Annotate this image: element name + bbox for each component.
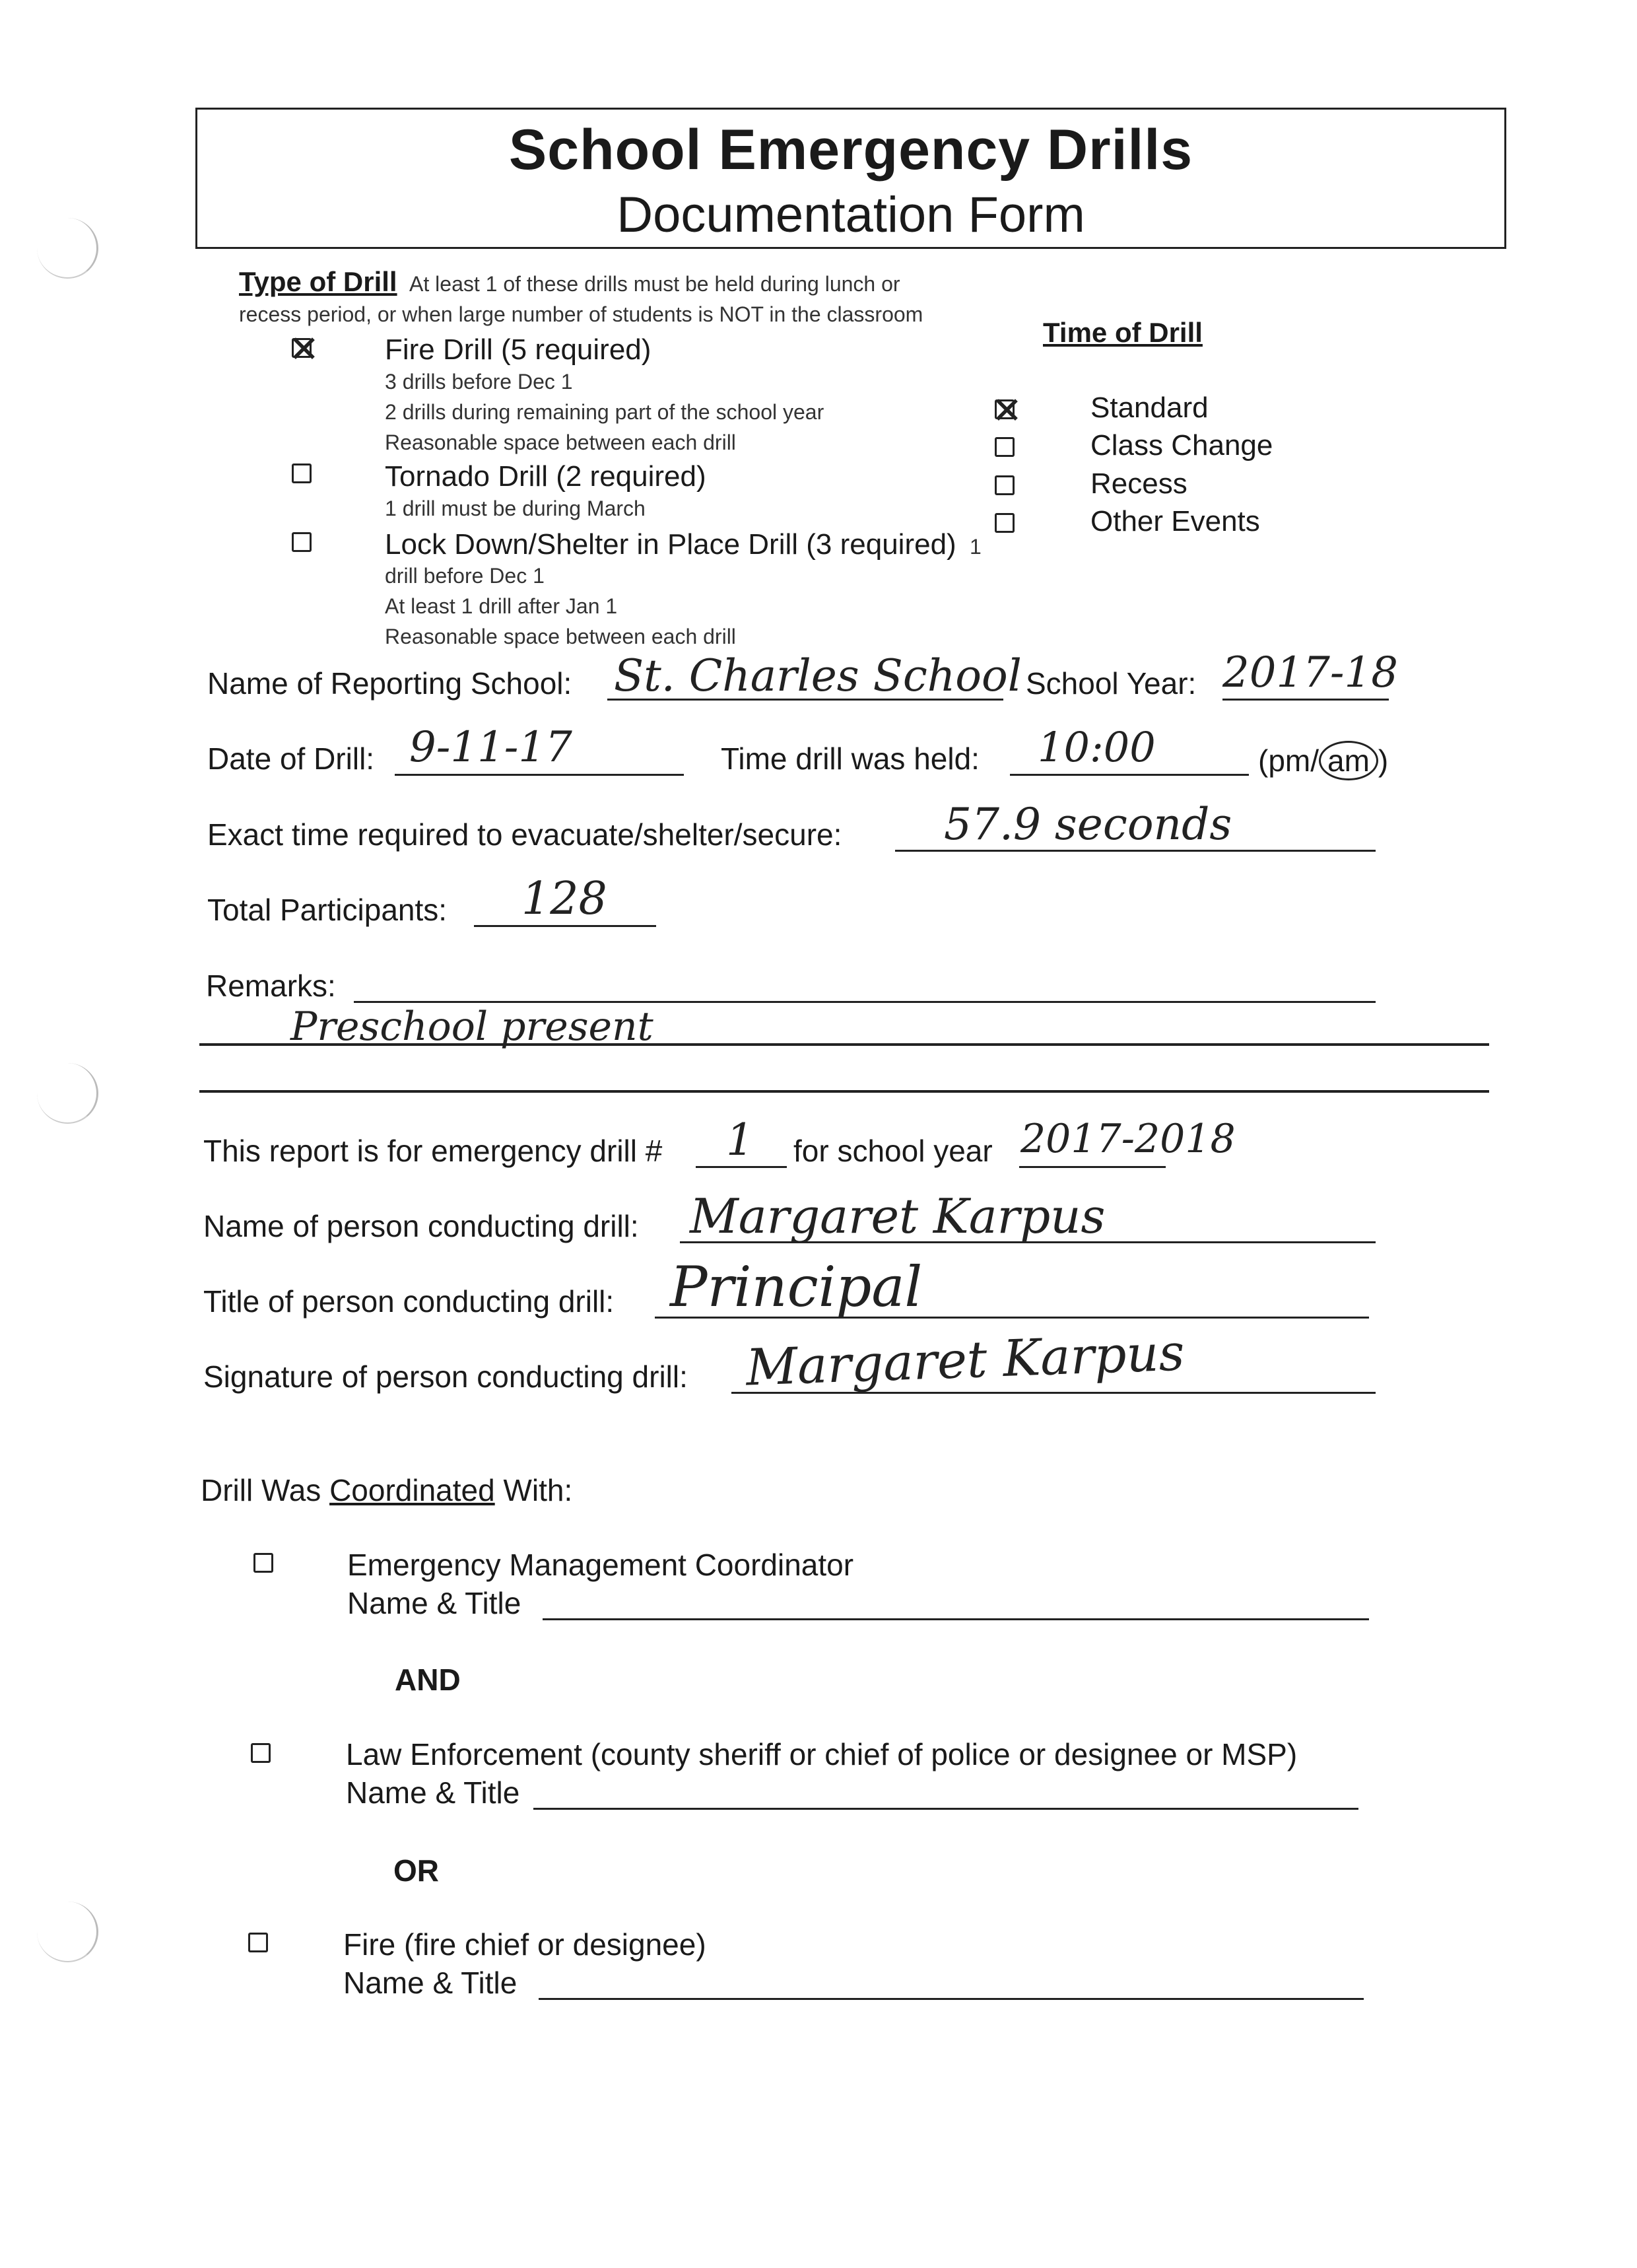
lockdown-drill-note-3: Reasonable space between each drill	[385, 625, 736, 648]
punch-hole-bottom	[37, 1902, 98, 1962]
lockdown-drill-label-row	[385, 528, 982, 561]
remarks-line-1	[354, 1001, 1376, 1003]
date-label: Date of Drill:	[207, 741, 375, 776]
evacuate-value[interactable]: 57.9 seconds	[944, 799, 1232, 850]
lockdown-drill-note-2: At least 1 drill after Jan 1	[385, 594, 618, 618]
conductor-name-label: Name of person conducting drill:	[203, 1209, 639, 1243]
fire-chief-label: Fire (fire chief or designee)	[343, 1927, 706, 1962]
participants-value[interactable]: 128	[521, 873, 607, 925]
check-x-icon: ✕	[288, 328, 319, 370]
school-name-label: Name of Reporting School:	[207, 666, 572, 701]
remarks-value[interactable]: Preschool present	[290, 1004, 653, 1050]
time-of-drill-heading: Time of Drill	[1043, 317, 1203, 348]
emc-label: Emergency Management Coordinator	[347, 1548, 854, 1582]
report-year-label: for school year	[793, 1134, 993, 1168]
ampm-prefix: (pm/	[1258, 743, 1319, 778]
remarks-line-2	[199, 1043, 1489, 1046]
school-year-label: School Year:	[1026, 666, 1197, 701]
or-label: OR	[393, 1853, 439, 1888]
ampm-suffix: )	[1378, 743, 1389, 778]
evacuate-line	[895, 850, 1376, 852]
lockdown-drill-note-1: drill before Dec 1	[385, 564, 545, 588]
coordinated-heading-post: With:	[494, 1473, 573, 1507]
ampm-label	[1258, 741, 1388, 780]
date-value[interactable]: 9-11-17	[409, 723, 572, 772]
form-subtitle: Documentation Form	[617, 187, 1085, 243]
law-enforcement-label: Law Enforcement (county sheriff or chief of police or designee or MSP)	[346, 1737, 1298, 1771]
participants-line	[474, 925, 656, 927]
report-year-value[interactable]: 2017-2018	[1020, 1116, 1236, 1162]
punch-hole-middle	[37, 1063, 98, 1124]
date-line	[395, 774, 684, 776]
type-of-drill-note-2: recess period, or when large number of students is NOT in the classroom	[239, 302, 923, 326]
signature-value[interactable]: Margaret Karpus	[745, 1323, 1186, 1397]
report-year-line	[1019, 1166, 1166, 1168]
time-other-events-label: Other Events	[1090, 505, 1260, 537]
time-recess-checkbox[interactable]	[995, 475, 1015, 495]
type-of-drill-note: At least 1 of these drills must be held during lunch or	[409, 272, 900, 296]
lockdown-drill-checkbox[interactable]	[292, 532, 312, 552]
fire-drill-checkbox[interactable]	[288, 328, 319, 370]
time-other-events-checkbox[interactable]	[995, 513, 1015, 533]
fire-drill-note-1: 3 drills before Dec 1	[385, 370, 573, 394]
drill-number-line	[696, 1166, 787, 1168]
title-box	[195, 108, 1506, 249]
time-class-change-label: Class Change	[1090, 429, 1273, 462]
punch-hole-top	[37, 218, 98, 279]
remarks-line-3	[199, 1090, 1489, 1093]
lockdown-drill-label-suffix: 1	[969, 535, 982, 559]
emc-name-title-label: Name & Title	[347, 1586, 521, 1620]
type-of-drill-header	[239, 266, 900, 298]
evacuate-label: Exact time required to evacuate/shelter/secure:	[207, 817, 842, 852]
time-line	[1010, 774, 1249, 776]
tornado-drill-checkbox[interactable]	[292, 464, 312, 483]
fire-name-title-label: Name & Title	[343, 1966, 518, 2000]
fire-drill-label: Fire Drill (5 required)	[385, 333, 651, 366]
conductor-name-value[interactable]: Margaret Karpus	[690, 1188, 1106, 1244]
law-name-title-line[interactable]	[533, 1808, 1358, 1810]
coordinated-heading	[201, 1472, 572, 1508]
drill-number-value[interactable]: 1	[726, 1115, 754, 1165]
check-x-icon: ✕	[991, 390, 1022, 431]
participants-label: Total Participants:	[207, 893, 448, 927]
coordinated-heading-underlined: Coordinated	[329, 1473, 495, 1507]
emc-name-title-line[interactable]	[543, 1618, 1369, 1620]
tornado-drill-note-1: 1 drill must be during March	[385, 497, 646, 520]
law-name-title-label: Name & Title	[346, 1775, 520, 1810]
fire-chief-checkbox[interactable]	[248, 1933, 268, 1952]
coordinated-heading-pre: Drill Was	[201, 1473, 330, 1507]
form-title: School Emergency Drills	[508, 118, 1193, 182]
am-circle[interactable]: am	[1319, 741, 1378, 780]
fire-drill-note-3: Reasonable space between each drill	[385, 430, 736, 454]
time-standard-label: Standard	[1090, 392, 1209, 424]
conductor-title-label: Title of person conducting drill:	[203, 1284, 615, 1319]
school-year-line	[1222, 699, 1389, 701]
law-enforcement-checkbox[interactable]	[251, 1743, 271, 1763]
signature-label: Signature of person conducting drill:	[203, 1359, 688, 1394]
type-of-drill-heading: Type of Drill	[239, 266, 397, 297]
time-label: Time drill was held:	[721, 741, 980, 776]
school-year-value[interactable]: 2017-18	[1222, 648, 1398, 697]
drill-number-label: This report is for emergency drill #	[203, 1134, 663, 1168]
remarks-label: Remarks:	[206, 969, 336, 1003]
fire-drill-note-2: 2 drills during remaining part of the school year	[385, 400, 824, 424]
time-class-change-checkbox[interactable]	[995, 437, 1015, 457]
lockdown-drill-label: Lock Down/Shelter in Place Drill (3 required)	[385, 528, 956, 561]
conductor-title-value[interactable]: Principal	[670, 1254, 923, 1319]
time-recess-label: Recess	[1090, 467, 1187, 500]
school-name-value[interactable]: St. Charles School	[614, 650, 1022, 701]
time-value[interactable]: 10:00	[1038, 723, 1156, 771]
emc-checkbox[interactable]	[253, 1553, 273, 1573]
fire-name-title-line[interactable]	[539, 1998, 1364, 2000]
time-standard-checkbox[interactable]	[991, 390, 1022, 431]
tornado-drill-label: Tornado Drill (2 required)	[385, 460, 706, 493]
and-label: AND	[395, 1663, 461, 1697]
